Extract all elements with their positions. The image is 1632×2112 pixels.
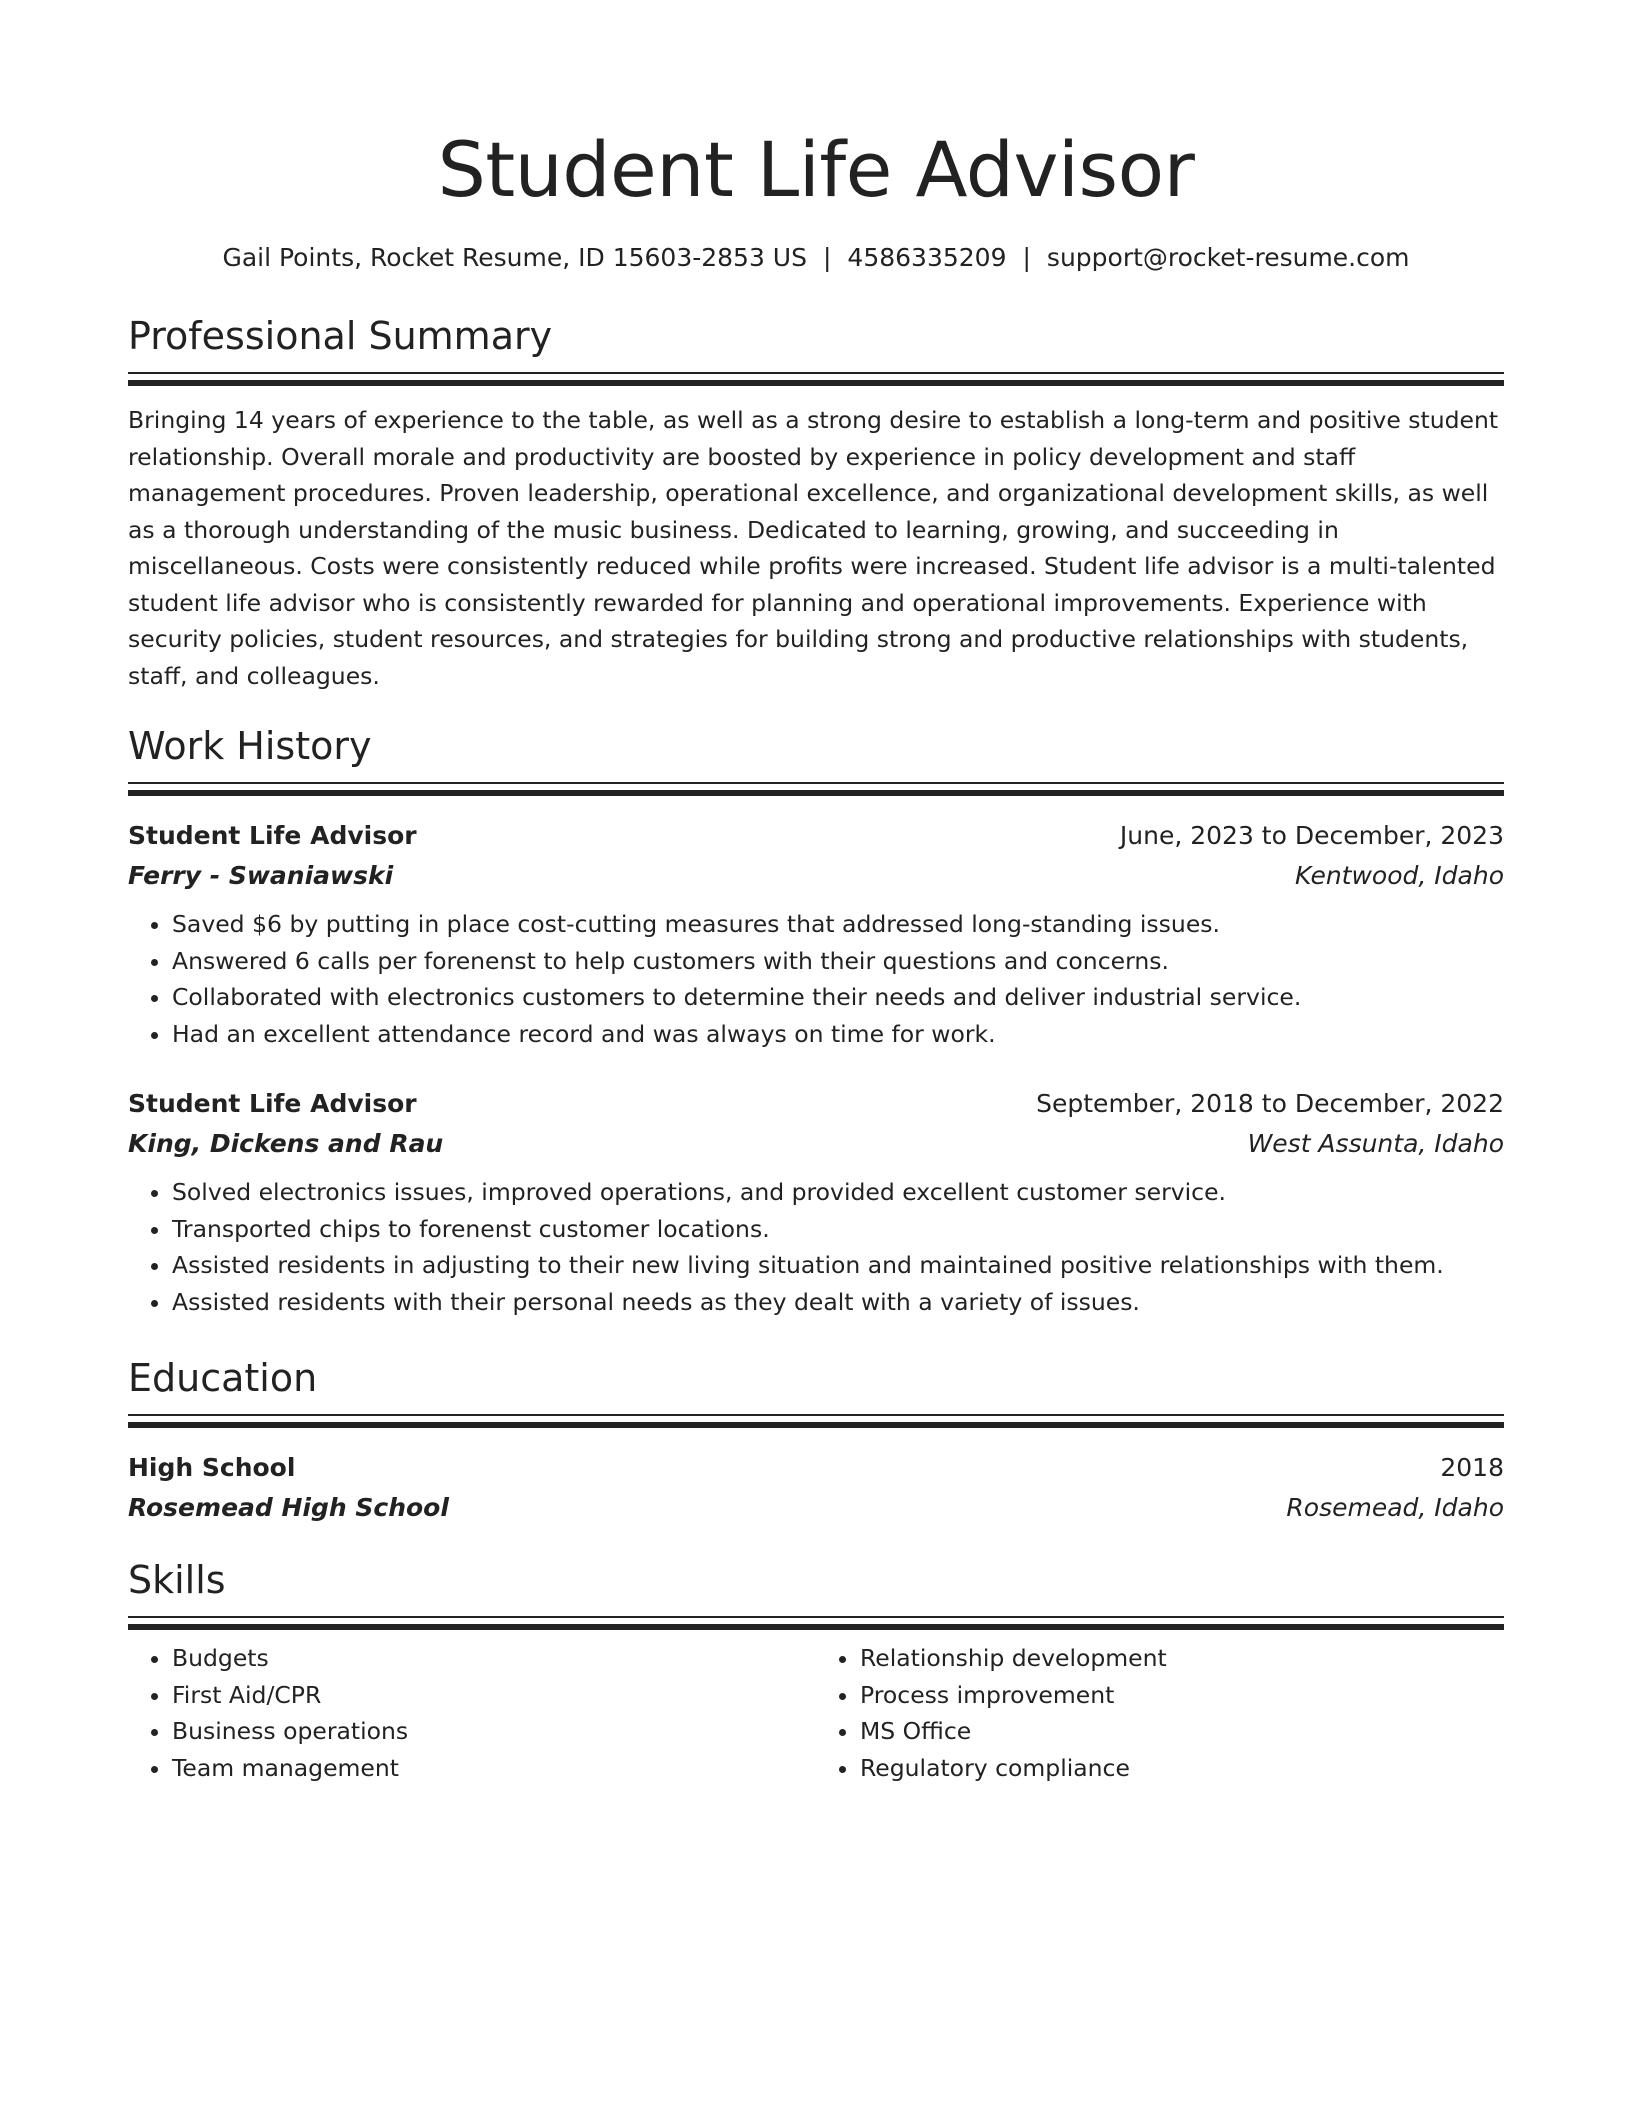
job-company: King, Dickens and Rau: [128, 1129, 444, 1158]
skill-item: • Business operations: [172, 1713, 816, 1750]
skills-list-left: [128, 1640, 816, 1786]
section-divider-thick: [128, 790, 1504, 796]
job-bullet: • Assisted residents in adjusting to their new living situation and maintained positive relationships with them.: [172, 1247, 1504, 1284]
skill-item: • Relationship development: [860, 1640, 1504, 1677]
education-location: Rosemead, Idaho: [1286, 1493, 1504, 1522]
section-title-summary: Professional Summary: [128, 314, 553, 358]
job-company: Ferry - Swaniawski: [128, 861, 394, 890]
contact-phone: 4586335209: [847, 243, 1007, 272]
job-bullets: [128, 906, 1504, 1052]
section-divider: [128, 1616, 1504, 1618]
skills-section: [128, 1556, 1504, 1786]
section-divider: [128, 372, 1504, 374]
skill-item: • Process improvement: [860, 1677, 1504, 1714]
education-degree: High School: [128, 1453, 296, 1482]
job-bullet: • Had an excellent attendance record and was always on time for work.: [172, 1016, 1504, 1053]
job-title: Student Life Advisor: [128, 821, 417, 850]
job-entry: [128, 1084, 1504, 1320]
job-location: West Assunta, Idaho: [1247, 1129, 1504, 1158]
section-title-skills: Skills: [128, 1558, 226, 1602]
job-title: Student Life Advisor: [128, 1089, 417, 1118]
summary-section: [128, 312, 1504, 694]
job-bullets: [128, 1174, 1504, 1320]
education-year: 2018: [1440, 1453, 1504, 1482]
job-bullet: • Solved electronics issues, improved operations, and provided excellent customer service.: [172, 1174, 1504, 1211]
resume-page: [128, 0, 1504, 1786]
skill-item: • Team management: [172, 1750, 816, 1787]
contact-separator: |: [1022, 243, 1031, 272]
section-divider-thick: [128, 1624, 1504, 1630]
job-bullet: • Transported chips to forenenst customer locations.: [172, 1211, 1504, 1248]
summary-text: Bringing 14 years of experience to the table, as well as a strong desire to establish a long-term and positive student relationship. Overall morale and productivity are boosted by experience in policy development and staff management procedures. Proven leadership, operational excellence, and organizational development skills, as well as a thorough understanding of the music business. Dedicated to learning, growing, and succeeding in miscellaneous. Costs were consistently reduced while profits were increased. Student life advisor is a multi-talented student life advisor who is consistently rewarded for planning and operational improvements. Experience with security policies, student resources, and strategies for building strong and productive relationships with students, staff, and colleagues.: [128, 406, 1499, 690]
job-bullet: • Saved $6 by putting in place cost-cutting measures that addressed long-standing issues.: [172, 906, 1504, 943]
skills-list-right: [816, 1640, 1504, 1786]
education-school: Rosemead High School: [128, 1493, 449, 1522]
skill-item: • First Aid/CPR: [172, 1677, 816, 1714]
section-divider: [128, 1414, 1504, 1416]
education-section: [128, 1354, 1504, 1528]
skill-item: • Budgets: [172, 1640, 816, 1677]
section-title-education: Education: [128, 1356, 318, 1400]
skills-grid: [128, 1640, 1504, 1786]
education-entry: [128, 1448, 1504, 1528]
job-bullet: • Answered 6 calls per forenenst to help customers with their questions and concerns.: [172, 943, 1504, 980]
contact-email: support@rocket-resume.com: [1046, 243, 1410, 272]
job-bullet: • Collaborated with electronics customers to determine their needs and deliver industrial service.: [172, 979, 1504, 1016]
contact-line: [128, 242, 1504, 274]
job-entry: [128, 816, 1504, 1052]
job-location: Kentwood, Idaho: [1294, 861, 1504, 890]
section-divider-thick: [128, 380, 1504, 386]
skill-item: • Regulatory compliance: [860, 1750, 1504, 1787]
skill-item: • MS Office: [860, 1713, 1504, 1750]
section-divider: [128, 782, 1504, 784]
job-dates: June, 2023 to December, 2023: [1119, 821, 1504, 850]
job-dates: September, 2018 to December, 2022: [1036, 1089, 1504, 1118]
section-divider-thick: [128, 1422, 1504, 1428]
contact-separator: |: [822, 243, 832, 272]
contact-address: Gail Points, Rocket Resume, ID 15603-2853 US: [222, 243, 807, 272]
job-bullet: • Assisted residents with their personal needs as they dealt with a variety of issues.: [172, 1284, 1504, 1321]
resume-name: Student Life Advisor: [437, 125, 1195, 214]
section-title-work: Work History: [128, 724, 372, 768]
work-history-section: [128, 722, 1504, 1320]
